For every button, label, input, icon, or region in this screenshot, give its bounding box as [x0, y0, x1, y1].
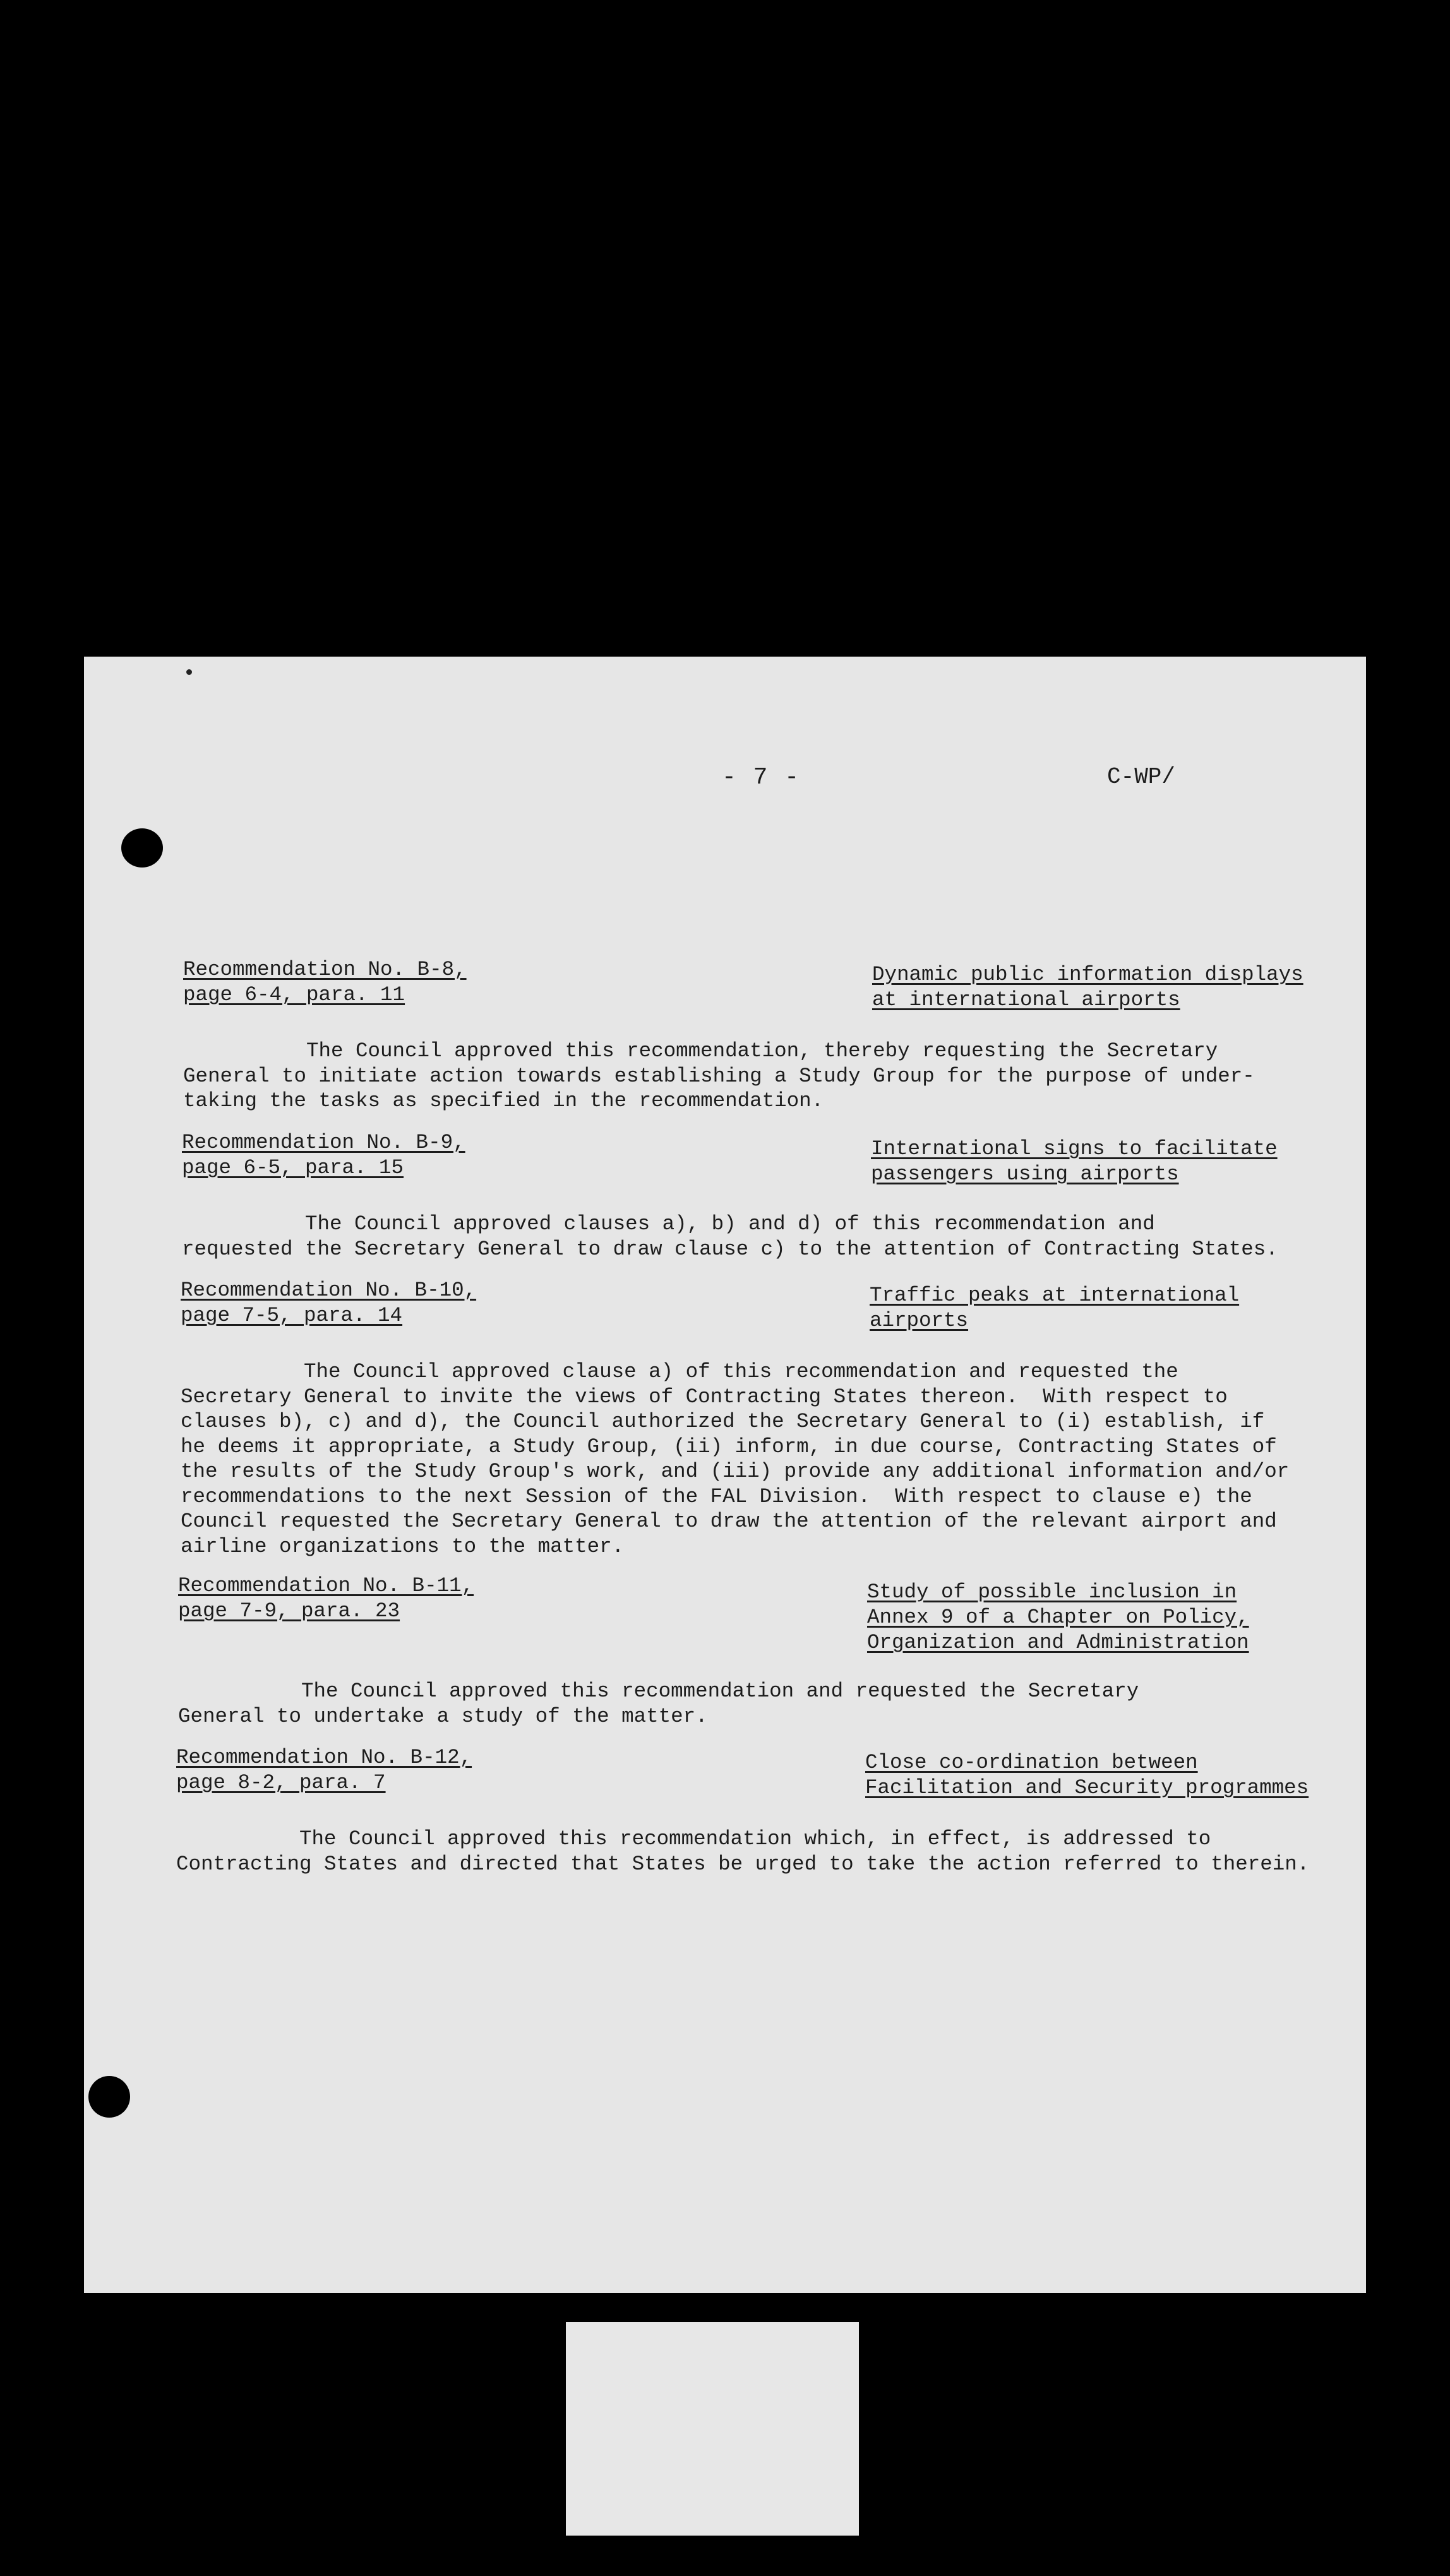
recommendation-subject: International signs to facilitate passengers using airports [871, 1137, 1278, 1186]
paper-slip [566, 2322, 859, 2536]
page-number: - 7 - [722, 764, 801, 791]
punch-hole-bottom [88, 2076, 130, 2118]
recommendation-subject: Traffic peaks at international airports [870, 1284, 1240, 1332]
recommendation-reference: Recommendation No. B-10, page 7-5, para. 14 [181, 1279, 477, 1327]
recommendation-reference: Recommendation No. B-11, page 7-9, para. 23 [178, 1574, 474, 1623]
recommendation-paragraph: The Council approved this recommendation and requested the Secretary General to undertake a study of the matter. [178, 1679, 1139, 1728]
speck-mark [186, 669, 192, 675]
recommendation-subject: Study of possible inclusion in Annex 9 of a Chapter on Policy, Organization and Administration [867, 1580, 1249, 1654]
recommendation-reference: Recommendation No. B-8, page 6-4, para. 11 [183, 958, 467, 1006]
punch-hole-top [121, 828, 163, 868]
recommendation-paragraph: The Council approved this recommendation, thereby requesting the Secretary General to initiate action towards establishing a Study Group for the purpose of under- taking the tasks as specified in the recommendation. [183, 1039, 1255, 1112]
document-page [84, 657, 1366, 2293]
recommendation-paragraph: The Council approved clause a) of this recommendation and requested the Secretary General to invite the views of Contracting States thereon. With respect to clauses b), c) and d), the Council authorized the Secretary General to (i) establish, if he deems it appropriate, a Study Group, (ii) inform, in due course, Contracting States of the results of the Study Group's work, and (iii) provide any additional information and/or recommendations to the next Session of the FAL Division. With respect to clause e) the Council requested the Secretary General to draw the attention of the relevant airport and airline organizations to the matter. [181, 1360, 1290, 1558]
recommendation-paragraph: The Council approved clauses a), b) and d) of this recommendation and requested the Secretary General to draw clause c) to the attention of Contracting States. [182, 1212, 1278, 1261]
document-reference: C-WP/ [1107, 764, 1176, 790]
recommendation-reference: Recommendation No. B-12, page 8-2, para. 7 [176, 1746, 472, 1794]
recommendation-reference: Recommendation No. B-9, page 6-5, para. 15 [182, 1131, 465, 1179]
recommendation-paragraph: The Council approved this recommendation which, in effect, is addressed to Contracting States and directed that States be urged to take the action referred to therein. [176, 1827, 1310, 1876]
recommendation-subject: Dynamic public information displays at international airports [872, 963, 1303, 1011]
recommendation-subject: Close co-ordination between Facilitation and Security programmes [865, 1751, 1309, 1799]
